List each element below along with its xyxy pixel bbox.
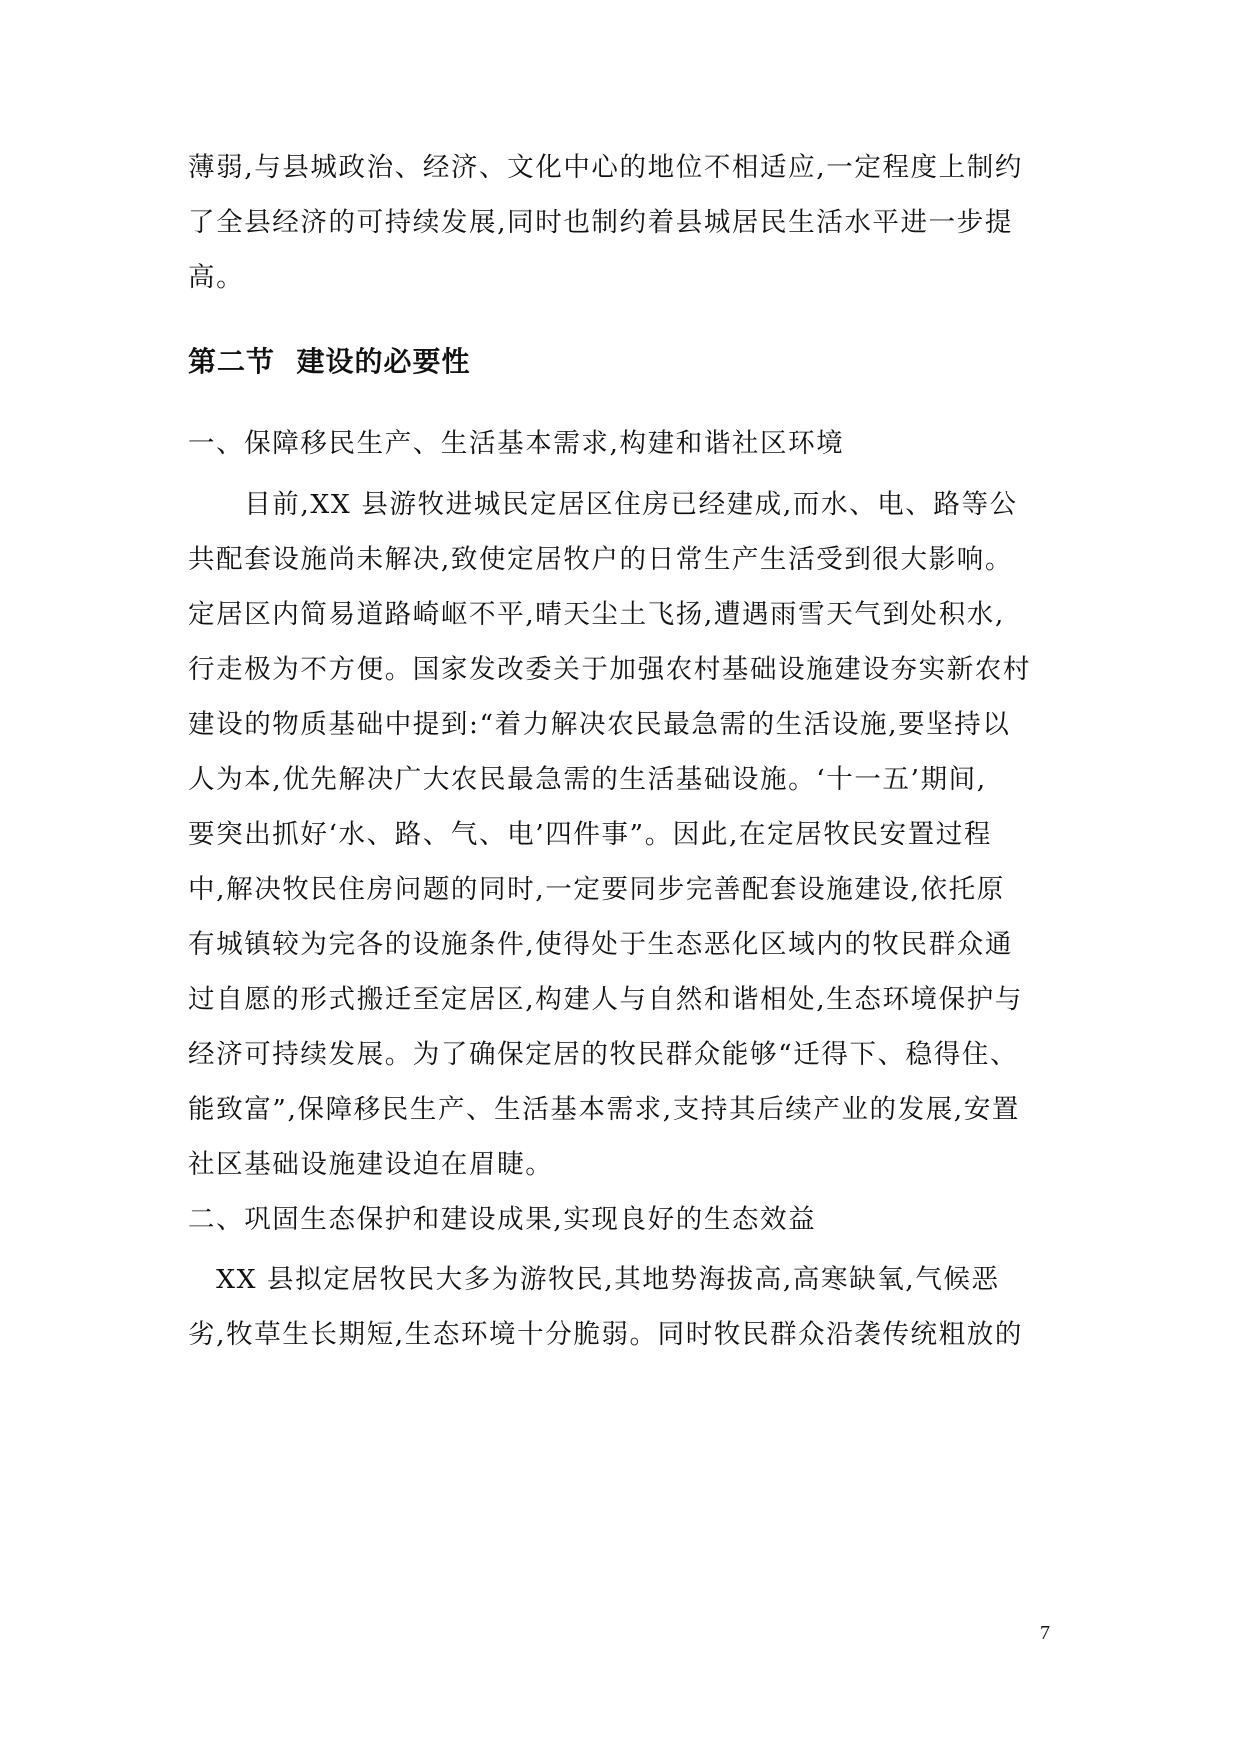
body-text-line: XX 县拟定居牧民大多为游牧民,其地势海拔高,高寒缺氧,气候恶 [188,1264,1000,1295]
body-text-line: 行走极为不方便。国家发改委关于加强农村基础设施建设夯实新农村 [188,654,1031,685]
body-text-line: 能致富”,保障移民生产、生活基本需求,支持其后续产业的发展,安置 [188,1094,1021,1125]
subsection-title: 二、巩固生态保护和建设成果,实现良好的生态效益 [188,1204,817,1235]
body-text-line: 目前,XX 县游牧进城民定居区住房已经建成,而水、电、路等公 [188,489,1018,520]
page-number: 7 [1040,1622,1050,1644]
body-text-line: 劣,牧草生长期短,生态环境十分脆弱。同时牧民群众沿袭传统粗放的 [188,1319,1023,1350]
body-text-line: 建设的物质基础中提到:“着力解决农民最急需的生活设施,要坚持以 [188,709,1011,740]
body-text-line: 薄弱,与县城政治、经济、文化中心的地位不相适应,一定程度上制约 [188,152,1023,183]
body-text-line: 中,解决牧民住房问题的同时,一定要同步完善配套设施建设,依托原 [188,874,1005,905]
body-text-line: 过自愿的形式搬迁至定居区,构建人与自然和谐相处,生态环境保护与 [188,984,1023,1015]
body-text-line: 共配套设施尚未解决,致使定居牧户的日常生产生活受到很大影响。 [188,544,1013,575]
body-text-line: 定居区内简易道路崎岖不平,晴天尘土飞扬,遭遇雨雪天气到处积水, [188,599,1005,630]
body-text-line: 经济可持续发展。为了确保定居的牧民群众能够“迁得下、稳得住、 [188,1039,1019,1070]
body-text-line: 要突出抓好‘水、路、气、电’四件事”。因此,在定居牧民安置过程 [188,819,992,850]
body-text-line: 有城镇较为完各的设施条件,使得处于生态恶化区域内的牧民群众通 [188,929,1013,960]
body-text-line: 人为本,优先解决广大农民最急需的生活基础设施。‘十一五’期间, [188,764,987,795]
body-text-line: 高。 [188,262,245,293]
body-text-line: 社区基础设施建设迫在眉睫。 [188,1149,554,1180]
subsection-title: 一、保障移民生产、生活基本需求,构建和谐社区环境 [188,428,845,459]
body-text-line: 了全县经济的可持续发展,同时也制约着县城居民生活水平进一步提 [188,207,1013,238]
section-heading: 第二节 建设的必要性 [188,345,471,378]
